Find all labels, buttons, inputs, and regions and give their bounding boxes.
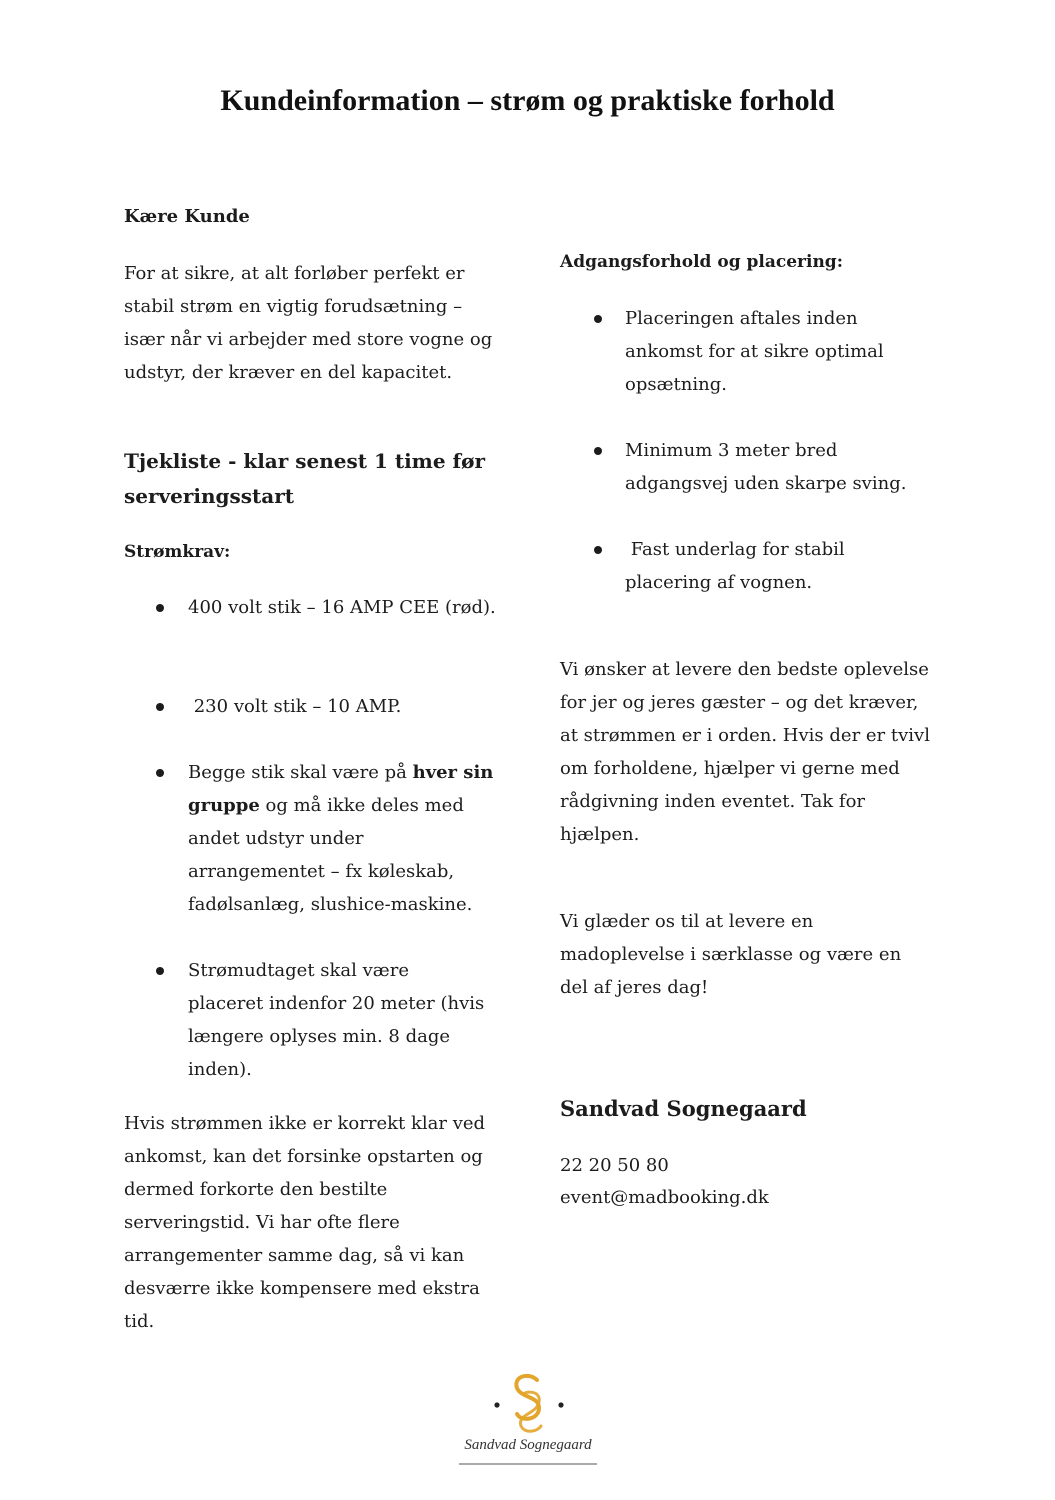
list-item-text-start: Begge stik skal være på <box>188 762 413 783</box>
list-item-text: Placeringen aftales inden ankomst for at sikre optimal opsætning. <box>625 308 884 395</box>
list-item-text: Fast underlag for stabil placering af vognen. <box>625 539 851 593</box>
bullet-icon <box>156 604 164 612</box>
bullet-icon <box>156 967 164 975</box>
company-logo <box>455 1372 601 1468</box>
power-heading: Strømkrav: <box>124 542 231 562</box>
logo-text: Sandvad Sognegaard <box>464 1437 592 1453</box>
bullet-icon <box>156 703 164 711</box>
list-item <box>124 954 504 1086</box>
bullet-icon <box>594 447 602 455</box>
wish-paragraph: Vi ønsker at levere den bedste oplevelse for jer og jeres gæster – og det kræver, at strømmen er i orden. Hvis der er tvivl om forholdene, hjælper vi gerne med rådgivning inden eventet. Tak for hjælpen. <box>560 659 930 845</box>
list-item-text <box>188 756 504 921</box>
access-heading: Adgangsforhold og placering: <box>560 252 843 272</box>
list-item-text: 230 volt stik – 10 AMP. <box>188 696 402 717</box>
phone-number: 22 20 50 80 <box>560 1155 669 1176</box>
list-item <box>124 756 504 921</box>
closing-paragraph: Vi glæder os til at levere en madoplevelse i særklasse og være en del af jeres dag! <box>560 911 902 998</box>
bullet-icon <box>594 546 602 554</box>
list-item <box>560 302 930 401</box>
email-address[interactable]: event@madbooking.dk <box>560 1187 769 1208</box>
greeting: Kære Kunde <box>124 206 250 227</box>
list-item <box>124 690 504 723</box>
list-item <box>124 591 504 657</box>
bullet-icon <box>594 315 602 323</box>
list-item <box>560 533 930 599</box>
list-item-text: 400 volt stik – 16 AMP CEE (rød). <box>188 597 496 618</box>
list-item-text-end: og må ikke deles med andet udstyr under arrangementet – fx køleskab, fadølsanlæg, slushice-maskine. <box>188 795 473 915</box>
list-item-text: Minimum 3 meter bred adgangsvej uden skarpe sving. <box>625 440 907 494</box>
list-item-text: Strømudtaget skal være placeret indenfor 20 meter (hvis længere oplyses min. 8 dage inden). <box>188 960 485 1080</box>
list-item <box>560 434 930 500</box>
page-title: Kundeinformation – strøm og praktiske forhold <box>220 84 835 117</box>
bullet-icon <box>156 769 164 777</box>
checklist-heading: Tjekliste - klar senest 1 time før serveringsstart <box>124 449 486 508</box>
emphasis-text: hver sin gruppe <box>188 762 494 816</box>
warning-paragraph: Hvis strømmen ikke er korrekt klar ved ankomst, kan det forsinke opstarten og dermed forkorte den bestilte serveringstid. Vi har ofte flere arrangementer samme dag, så vi kan desværre ikke kompensere med ekstra tid. <box>124 1113 486 1332</box>
company-name: Sandvad Sognegaard <box>560 1096 807 1121</box>
intro-paragraph: For at sikre, at alt forløber perfekt er stabil strøm en vigtig forudsætning – især når vi arbejder med store vogne og udstyr, der kræver en del kapacitet. <box>124 263 493 383</box>
